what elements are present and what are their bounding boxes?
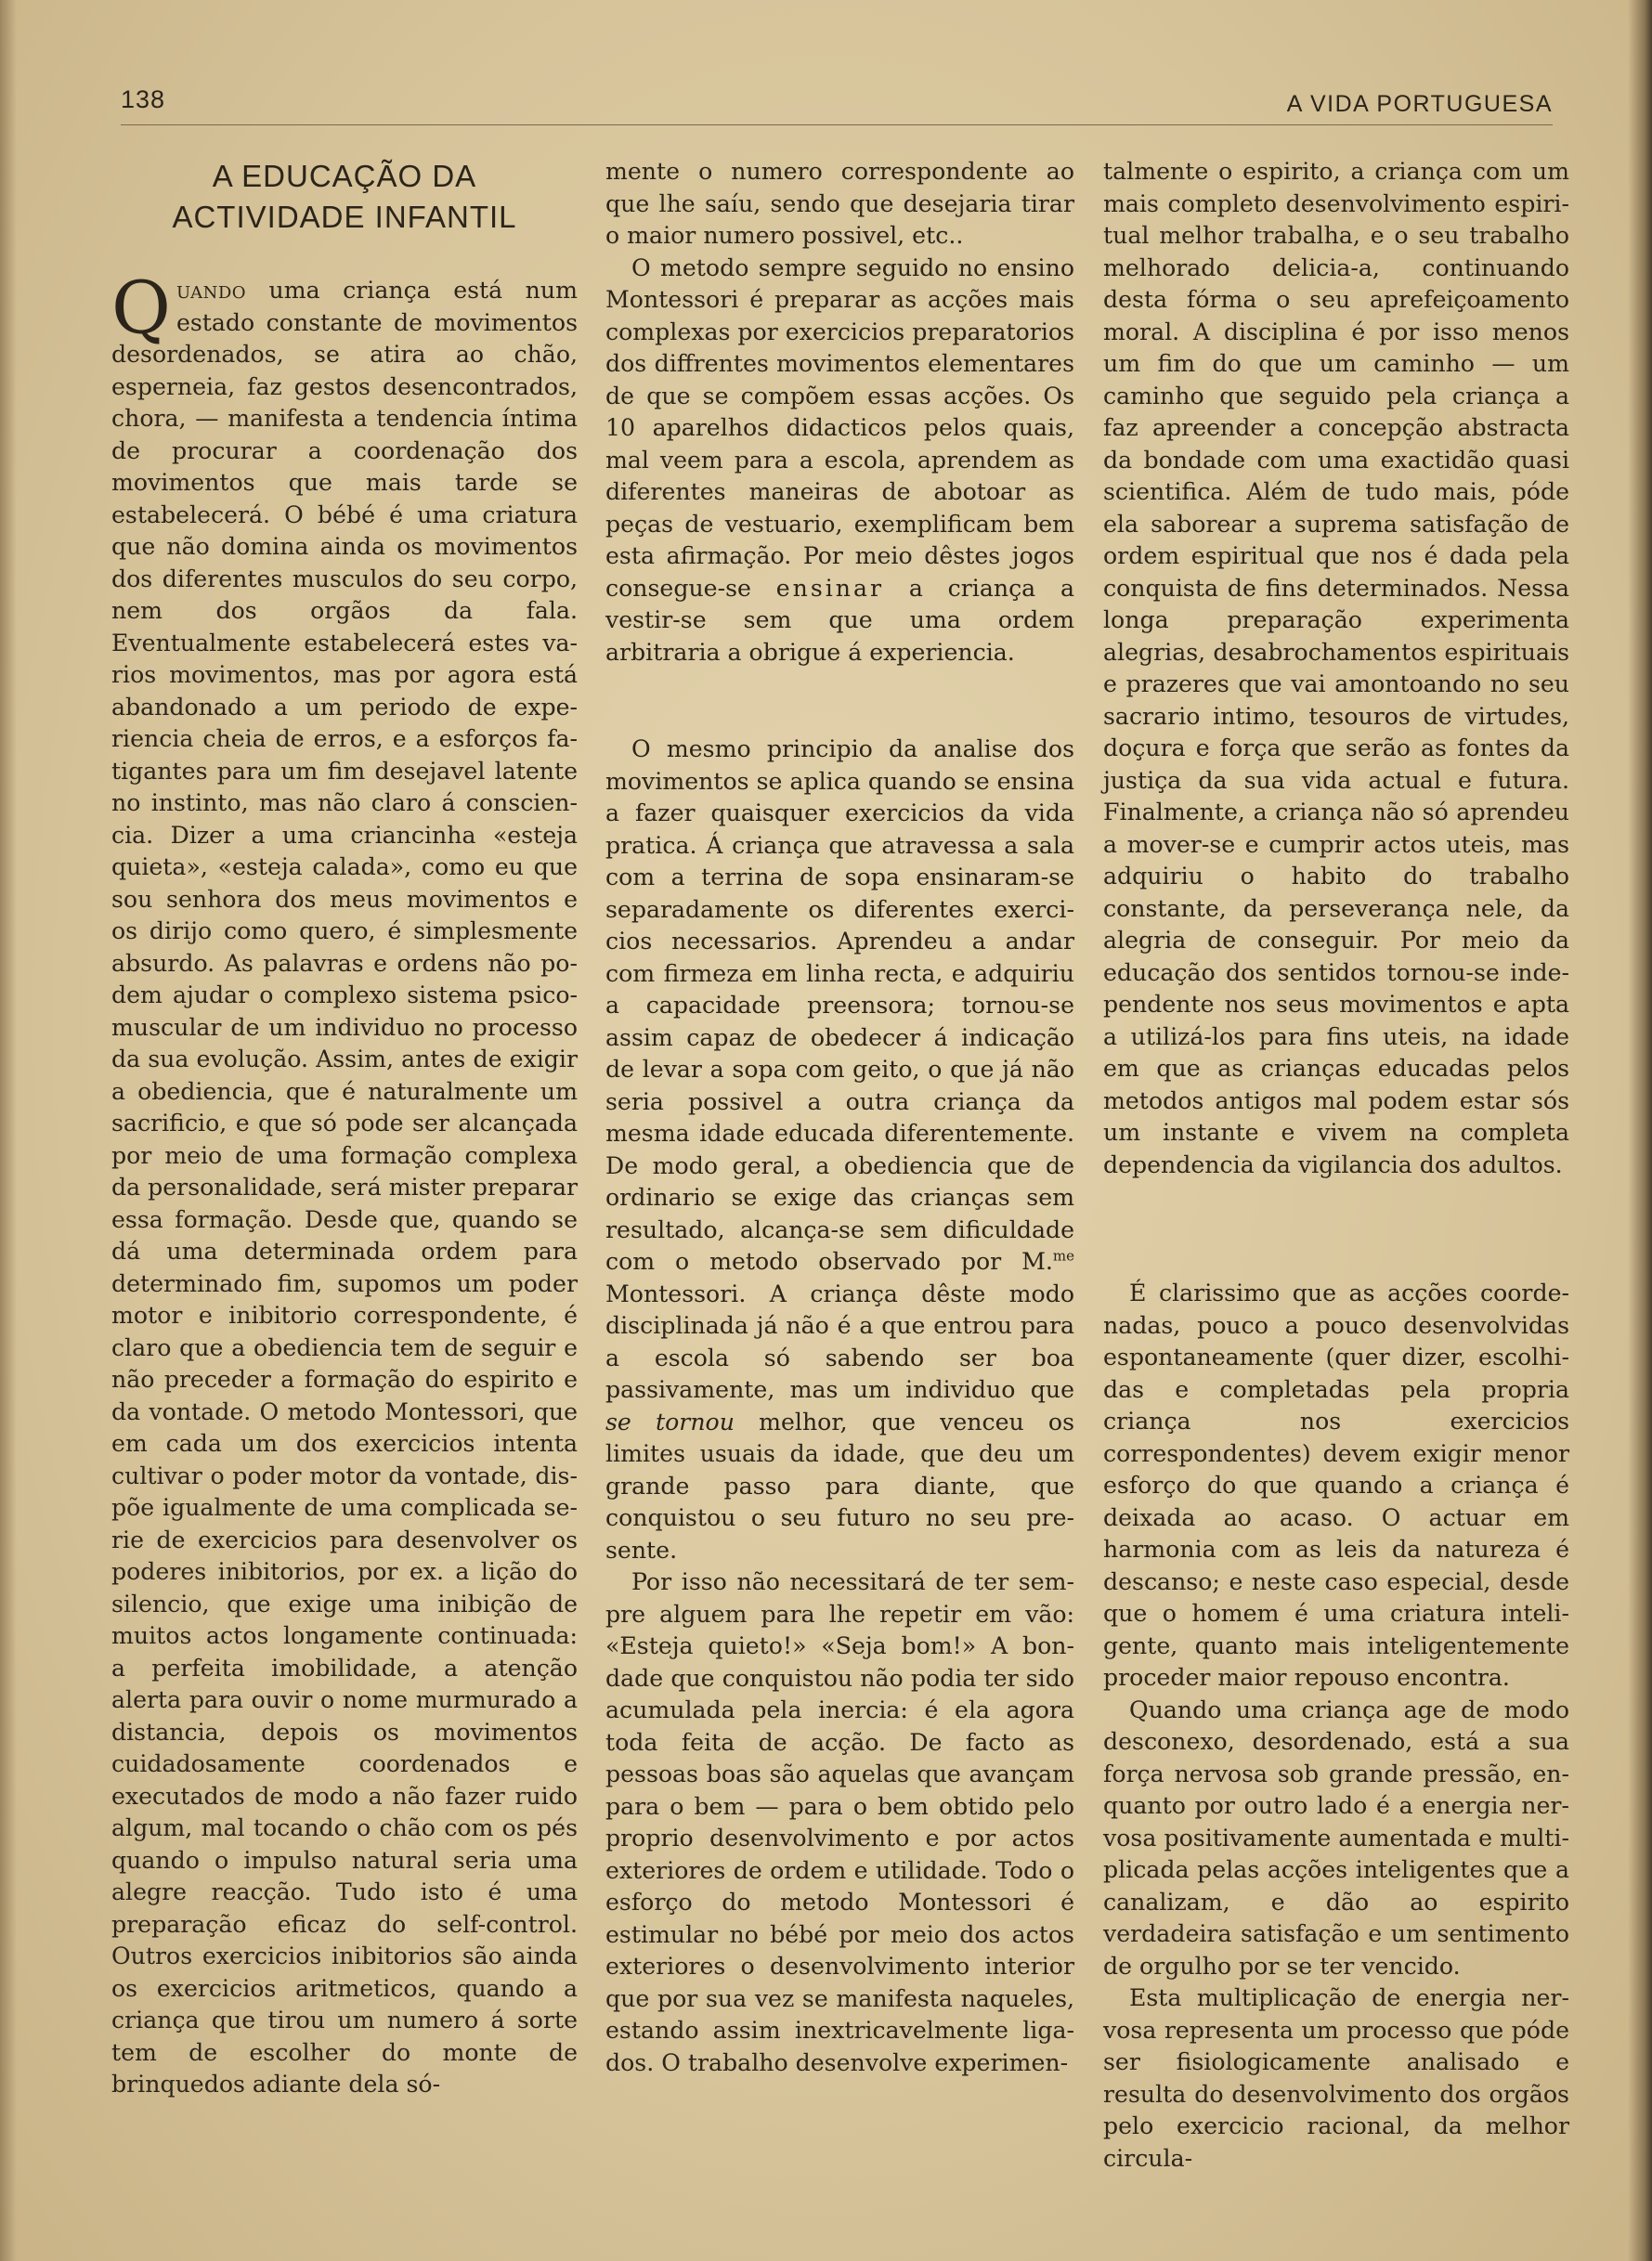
lead-in: uando	[176, 277, 247, 304]
column-2	[605, 156, 1074, 2079]
page-edge-shadow-left	[0, 0, 17, 2261]
paragraph: talmente o espirito, a criança com um mais completo desenvolvimento espiritual melhor trabalha, e o seu trabalho melhorado delicia-a, continuando desta fórma o seu aprefeiçoamento moral. A disciplina é por isso menos um fim do que um caminho — um caminho que seguido pela criança a faz apreender a concepção abstracta da bondade com uma exactidão quasi scientifica. Além de tudo mais, póde ela saborear a suprema satisfação de ordem espiritual que nos é dada pela conquista de fins determinados. Nessa longa preparação experimenta alegrias, desabrochamentos espirituais e prazeres que vai amontoando no seu sacrario intimo, tesouros de virtudes, doçura e força que serão as fontes da justiça da sua vida actual e futura. Finalmente, a criança não só aprendeu a mover-se e cumprir actos uteis, mas adquiriu o habito do trabalho constante, da perseverança nele, da alegria de conseguir. Por meio da educação dos sentidos tornou-se independente nos seus movimentos e apta a utilizá-los para fins uteis, na idade em que as crianças educadas pelos metodos antigos mal podem estar sós um instante e vivem na completa dependencia da vigilancia dos adultos.	[1103, 158, 1569, 1178]
paragraph: Esta multiplicação de energia nervosa representa um processo que póde ser fisiologicamente analisado e resulta do desenvolvimento dos orgãos pelo exercicio racional, da melhor circula-	[1103, 1984, 1569, 2172]
italic-phrase: se tornou	[605, 1408, 735, 1436]
paragraph-text: O mesmo principio da analise dos movimentos se aplica quando se ensina a fazer quaisquer exercicios da vida pratica. Á criança que atravessa a sala com a terrina de sopa ensinaram-se separadamente os diferentes exercicios necessarios. Aprendeu a andar com firmeza em linha recta, e adquiriu a capacidade preensora; tornou-se assim capaz de obedecer á indicação de levar a sopa com geito, o que já não seria possivel a outra criança da mesma idade educada diferentemente. De modo geral, a obediencia que de ordinario se exige das crianças sem resultado, alcança-se sem dificuldade com o metodo observado por M.	[605, 735, 1074, 1275]
page-edge-shadow-right	[1628, 0, 1652, 2261]
paragraph: mente o numero correspondente ao que lhe saíu, sendo que desejaria tirar o maior numero possivel, etc..	[605, 158, 1074, 249]
paragraph-text: a criança a vestir-se sem que uma ordem arbitraria a obrigue á experiencia.	[605, 574, 1074, 666]
paragraph-text: Montessori. A criança dêste modo disciplinada já não é a que entrou para a escola só sabendo ser boa passivamente, mas um individuo que	[605, 1280, 1074, 1403]
article-title-line-2: ACTIVIDADE INFANTIL	[172, 200, 517, 234]
paragraph-text: melhor, que venceu os limites usuais da idade, que deu um grande passo para diante, que conquistou o seu futuro no seu presente.	[605, 1408, 1075, 1564]
section-gap	[605, 669, 1074, 734]
paragraph	[605, 253, 1074, 669]
article-title	[111, 156, 578, 238]
paragraph: É clarissimo que as acções coordenadas, pouco a pouco desenvolvidas espontaneamente (quer dizer, escolhidas e completadas pela propria criança nos exercicios correspondentes) devem exigir menor esforço do que quando a criança é deixada ao acaso. O actuar em harmonia com as leis da natureza é descanso; e neste caso especial, desde que o homem é uma criatura inteligente, quanto mais inteligentemente proceder maior repouso encontra.	[1103, 1280, 1569, 1691]
superscript: me	[1052, 1247, 1074, 1265]
drop-cap: Q	[111, 266, 171, 350]
running-title: A VIDA PORTUGUESA	[1286, 91, 1553, 117]
spaced-word: ensinar	[775, 574, 885, 602]
article-title-line-1: A EDUCAÇÃO DA	[212, 159, 477, 193]
paragraph: Quando uma criança age de modo desconexo, desordenado, está a sua força nervosa sob grande pressão, enquanto por outro lado é a energia nervosa positivamente aumentada e multiplicada pelas acções inteligentes que a canalizam, e dão ao espirito verdadeira satisfação e um sentimento de orgulho por se ter vencido.	[1103, 1696, 1569, 1980]
column-3	[1103, 156, 1569, 2175]
page-header	[121, 85, 1553, 125]
column-1	[111, 156, 578, 2101]
paragraph	[111, 266, 578, 2101]
paragraph	[605, 734, 1074, 1566]
paragraph-text: O metodo sempre seguido no ensino Montessori é preparar as acções mais complexas por exercicios preparatorios dos diffrentes movimentos elementares de que se compõem essas acções. Os 10 aparelhos didacticos pelos quais, mal veem para a escola, aprendem as diferentes maneiras de abotoar as peças de vestuario, exemplificam bem esta afirmação. Por meio dêstes jogos consegue-se	[605, 253, 1074, 602]
section-gap	[1103, 1181, 1569, 1278]
page-number: 138	[121, 85, 166, 113]
paragraph-text: uma criança está num estado constante de movimentos desordenados, se atira ao chão, esperneia, faz gestos desencontrados, chora, — manifesta a tendencia íntima de procurar a coordenação dos movimentos que mais tarde se estabelecerá. O bébé é uma criatura que não domina ainda os movimentos dos diferentes musculos do seu corpo, nem dos orgãos da fala. Eventualmente estabelecerá estes varios movimentos, mas por agora está abandonado a um periodo de experiencia cheia de erros, e a esforços fatigantes para um fim desejavel latente no instinto, mas não claro á consciencia. Dizer a uma criancinha «esteja quieta», «esteja calada», como eu que sou senhora dos meus movimentos e os dirijo como quero, é simplesmente absurdo. As palavras e ordens não podem ajudar o complexo sistema psico-muscular de um individuo no processo da sua evolução. Assim, antes de exigir a obediencia, que é naturalmente um sacrificio, e que só pode ser alcançada por meio de uma formação complexa da personalidade, será mister preparar essa formação. Desde que, quando se dá uma determinada ordem para determinado fim, supomos um poder motor e inibitorio correspondente, é claro que a obediencia tem de seguir e não preceder a formação do espirito e da vontade. O metodo Montessori, que em cada um dos exercicios intenta cultivar o poder motor da vontade, dispõe igualmente de uma complicada serie de exercicios para desenvolver os poderes inibitorios, por ex. a lição do silencio, que exige uma inibição de muitos actos longamente continuada: a perfeita imobilidade, a atenção alerta para ouvir o nome murmurado a distancia, depois os movimentos cuidadosamente coordenados e executados de modo a não fazer ruido algum, mal tocando o chão com os pés quando o impulso natural seria uma alegre reacção. Tudo isto é uma preparação eficaz do self-control. Outros exercicios inibitorios são ainda os exercicios aritmeticos, quando a criança que tirou um numero á sorte tem de escolher do monte de brinquedos adiante dela só-	[111, 277, 578, 2098]
paragraph: Por isso não necessitará de ter sempre alguem para lhe repetir em vão: «Esteja quieto!» «Seja bom!» A bondade que conquistou não podia ter sido acumulada pela inercia: é ela agora toda feita de acção. De facto as pessoas boas são aquelas que avançam para o bem — para o bem obtido pelo proprio desenvolvimento e por actos exteriores de ordem e utilidade. Todo o esforço do metodo Montessori é estimular no bébé por meio dos actos exteriores o desenvolvimento interior que por sua vez se manifesta naqueles, estando assim inextricavelmente ligados. O trabalho desenvolve experimen-	[605, 1568, 1074, 2076]
